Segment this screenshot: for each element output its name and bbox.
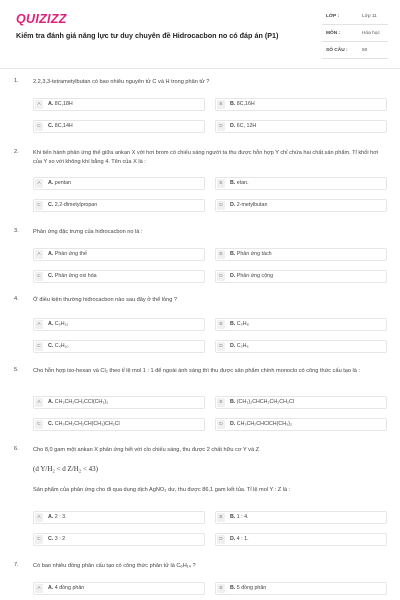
option-text: pentan [54, 179, 71, 186]
option-b[interactable] [215, 248, 387, 261]
option-c[interactable] [33, 340, 205, 353]
option-label: B. [230, 100, 236, 107]
meta-value: Hóa học [362, 31, 380, 36]
option-label: D. [230, 420, 236, 427]
meta-label: LỚP : [326, 14, 340, 19]
option-label: A. [48, 584, 54, 591]
quizizz-logo: QUIZIZZ [16, 12, 67, 26]
option-text: Phản ứng oxi hóa [54, 272, 97, 279]
question-text: Cho hỗn hợp iso-hexan và Cl₂ theo tỉ lệ mol 1 : 1 để ngoài ánh sáng thì thu được sản phẩm chính monoclo có công thức cấu tạo là : [33, 368, 361, 374]
option-text: 2-metylbutan [236, 201, 268, 208]
option-letter: D [217, 272, 225, 281]
option-a[interactable] [33, 177, 205, 190]
option-label: D. [230, 535, 236, 542]
option-text: Phản ứng tách [236, 250, 272, 257]
option-text: CH₃CH₂CH₂CCl(CH₃)₂ [54, 398, 109, 405]
option-text: C₅H₁₂ [54, 320, 69, 327]
option-text: 8C,16H [236, 100, 255, 107]
option-text: 8C,18H [54, 100, 73, 107]
page-title: Kiểm tra đánh giá năng lực tư duy chuyên đề Hidrocacbon no có đáp án (P1) [16, 31, 279, 40]
option-letter: D [217, 201, 225, 210]
option-a[interactable] [33, 318, 205, 331]
option-d[interactable] [215, 120, 387, 133]
question-number: 4. [14, 296, 19, 302]
option-label: D. [230, 272, 236, 279]
option-letter: A [35, 584, 43, 593]
option-label: B. [230, 513, 236, 520]
option-text: 4 : 1. [236, 535, 249, 542]
question-number: 2. [14, 149, 19, 155]
option-b[interactable] [215, 318, 387, 331]
option-a[interactable] [33, 511, 205, 524]
question-text: Có bao nhiêu đồng phân cấu tạo có công thức phân tử là C₆H₁₄ ? [33, 563, 196, 569]
option-c[interactable] [33, 418, 205, 431]
option-text: 4 đồng phân [54, 584, 85, 591]
question-number: 1. [14, 78, 19, 84]
option-text: 2 : 3. [54, 513, 67, 520]
option-letter: B [217, 584, 225, 593]
option-label: A. [48, 398, 54, 405]
option-letter: B [217, 179, 225, 188]
option-text: 8C,14H [54, 122, 73, 129]
question-text: Khi tiến hành phản ứng thế giữa ankan X với hơi brom có chiếu sáng người ta thu được hỗn hợp Y chỉ chứa hai chất sản phẩm. Tỉ khối hơi của Y so với không khí bằng 4. Tên của X là : [33, 150, 379, 165]
option-label: B. [230, 398, 236, 405]
option-label: C. [48, 420, 54, 427]
option-label: A. [48, 250, 54, 257]
option-letter: A [35, 100, 43, 109]
option-text: Phản ứng cộng [236, 272, 274, 279]
option-letter: A [35, 513, 43, 522]
option-label: D. [230, 201, 236, 208]
option-label: C. [48, 201, 54, 208]
option-letter: C [35, 342, 43, 351]
option-text: Phản ứng thế [54, 250, 87, 257]
option-letter: D [217, 535, 225, 544]
option-b[interactable] [215, 98, 387, 111]
option-text: C₂H₆ [236, 342, 249, 349]
option-letter: B [217, 100, 225, 109]
option-text: CH₃CH₂CH₂CH(CH₃)CH₂Cl [54, 420, 120, 427]
meta-value: 50 [362, 48, 368, 53]
option-c[interactable] [33, 199, 205, 212]
option-letter: B [217, 250, 225, 259]
option-text: 6C, 12H [236, 122, 257, 129]
option-label: A. [48, 179, 54, 186]
option-text: 1 : 4. [236, 513, 249, 520]
option-b[interactable] [215, 396, 387, 409]
option-label: B. [230, 179, 236, 186]
option-label: A. [48, 320, 54, 327]
option-letter: A [35, 250, 43, 259]
option-text: 5 đồng phân [236, 584, 267, 591]
option-letter: B [217, 320, 225, 329]
meta-row-grade [322, 11, 388, 25]
option-d[interactable] [215, 199, 387, 212]
option-d[interactable] [215, 418, 387, 431]
option-a[interactable] [33, 98, 205, 111]
option-text: 2,2-đimetylpropan [54, 201, 98, 208]
header [0, 0, 400, 69]
option-label: D. [230, 122, 236, 129]
option-label: B. [230, 320, 236, 327]
question-number: 7. [14, 562, 19, 568]
question-text: Ở điều kiện thường hiđrocacbon nào sau đây ở thể lỏng ? [33, 297, 178, 303]
question-number: 3. [14, 228, 19, 234]
option-letter: A [35, 398, 43, 407]
option-c[interactable] [33, 120, 205, 133]
option-letter: D [217, 122, 225, 131]
option-letter: C [35, 535, 43, 544]
option-text: (CH₃)₂CHCH₂CH₂CH₂Cl [236, 398, 294, 405]
option-text: CH₃CH₂CHClCH(CH₃)₂ [236, 420, 293, 427]
option-letter: C [35, 201, 43, 210]
meta-panel [322, 11, 388, 62]
question-formula: (d Y/H₂ < d Z/H₂ < 43) [33, 465, 99, 473]
meta-row-count [322, 45, 388, 59]
question-text: Cho 8,0 gam một ankan X phản ứng hết với clo chiếu sáng, thu được 2 chất hữu cơ Y và Z [33, 447, 260, 453]
option-label: C. [48, 342, 54, 349]
option-letter: B [217, 398, 225, 407]
option-c[interactable] [33, 270, 205, 283]
option-text: etan. [236, 179, 249, 186]
option-label: D. [230, 342, 236, 349]
option-d[interactable] [215, 270, 387, 283]
meta-row-subject [322, 28, 388, 42]
meta-label: MÔN : [326, 31, 341, 36]
option-text: C₃H₈ [236, 320, 249, 327]
option-letter: A [35, 320, 43, 329]
option-letter: D [217, 342, 225, 351]
option-a[interactable] [33, 396, 205, 409]
option-d[interactable] [215, 533, 387, 546]
option-b[interactable] [215, 582, 387, 595]
option-label: B. [230, 584, 236, 591]
option-label: C. [48, 272, 54, 279]
option-d[interactable] [215, 340, 387, 353]
option-a[interactable] [33, 248, 205, 261]
question-number: 5. [14, 367, 19, 373]
option-text: 3 : 2 [54, 535, 66, 542]
meta-value: Lớp 11 [362, 14, 377, 19]
option-letter: C [35, 420, 43, 429]
option-letter: A [35, 179, 43, 188]
question-number: 6. [14, 446, 19, 452]
option-b[interactable] [215, 177, 387, 190]
option-letter: B [217, 513, 225, 522]
option-c[interactable] [33, 533, 205, 546]
option-label: C. [48, 122, 54, 129]
option-letter: C [35, 272, 43, 281]
option-text: C₄H₁₀ [54, 342, 69, 349]
option-a[interactable] [33, 582, 205, 595]
question-text: 2,2,3,3-tetrametylbutan có bao nhiêu nguyên tử C và H trong phân tử ? [33, 79, 210, 85]
option-letter: D [217, 420, 225, 429]
question-text: Phản ứng đặc trưng của hiđrocacbon no là : [33, 229, 143, 235]
option-letter: C [35, 122, 43, 131]
meta-label: SỐ CÂU : [326, 48, 348, 53]
option-label: C. [48, 535, 54, 542]
option-b[interactable] [215, 511, 387, 524]
question-text-continued: Sản phẩm của phản ứng cho đi qua dung dịch AgNO₃ dư, thu được 86,1 gam kết tủa. Tỉ lệ mol Y : Z là : [33, 487, 291, 493]
option-label: A. [48, 100, 54, 107]
option-label: A. [48, 513, 54, 520]
option-label: B. [230, 250, 236, 257]
